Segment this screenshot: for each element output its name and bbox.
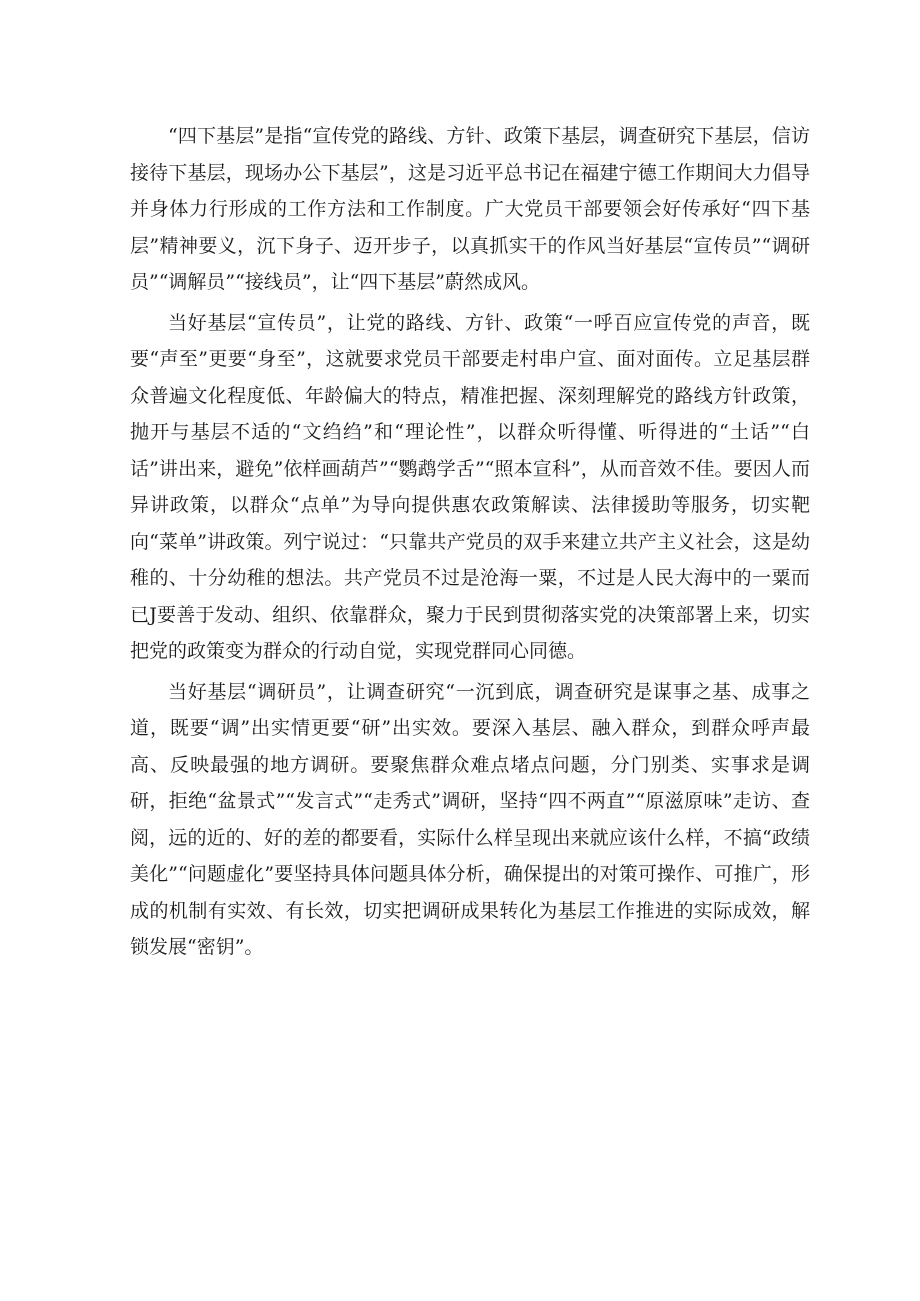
paragraph-four-grassroots-intro: “四下基层”是指“宣传党的路线、方针、政策下基层，调查研究下基层，信访接待下基层，现场办公下基层”，这是习近平总书记在福建宁德工作期间大力倡导并身体力行形成的工作方法和工作制度。广大党员干部要领会好传承好“四下基层”精神要义，沉下身子、迈开步子，以真抓实干的作风当好基层“宣传员”“调研员”“调解员”“接线员”，让“四下基层”蔚然成风。	[130, 125, 810, 293]
paragraph-propagandist: 当好基层“宣传员”，让党的路线、方针、政策“一呼百应宣传党的声音，既要“声至”更要“身至”，这就要求党员干部要走村串户宣、面对面传。立足基层群众普遍文化程度低、年龄偏大的特点，精准把握、深刻理解党的路线方针政策，抛开与基层不适的“文绉绉”和“理论性”，以群众听得懂、听得进的“土话”“白话”讲出来，避免”依样画葫芦”“鹦鹉学舌”“照本宣科”，从而音效不佳。要因人而异讲政策，以群众“点单”为导向提供惠农政策解读、法律援助等服务，切实靶向“菜单”讲政策。列宁说过：“只靠共产党员的双手来建立共产主义社会，这是幼稚的、十分幼稚的想法。共产党员不过是沧海一粟，不过是人民大海中的一粟而已J要善于发动、组织、依靠群众，聚力于民到贯彻落实党的决策部署上来，切实把党的政策变为群众的行动自觉，实现党群同心同德。	[130, 311, 810, 662]
document-body	[130, 118, 810, 970]
paragraph-researcher: 当好基层“调研员”，让调查研究“一沉到底，调查研究是谋事之基、成事之道，既要“调”出实情更要“研”出实效。要深入基层、融入群众，到群众呼声最高、反映最强的地方调研。要聚焦群众难点堵点问题，分门别类、实事求是调研，拒绝“盆景式”“发言式”“走秀式”调研，坚持“四不两直”“原滋原味”走访、查阅，远的近的、好的差的都要看，实际什么样呈现出来就应该什么样，不搞“政绩美化”“问题虚化”要坚持具体问题具体分析，确保提出的对策可操作、可推广，形成的机制有实效、有长效，切实把调研成果转化为基层工作推进的实际成效，解锁发展“密钥”。	[130, 680, 810, 958]
